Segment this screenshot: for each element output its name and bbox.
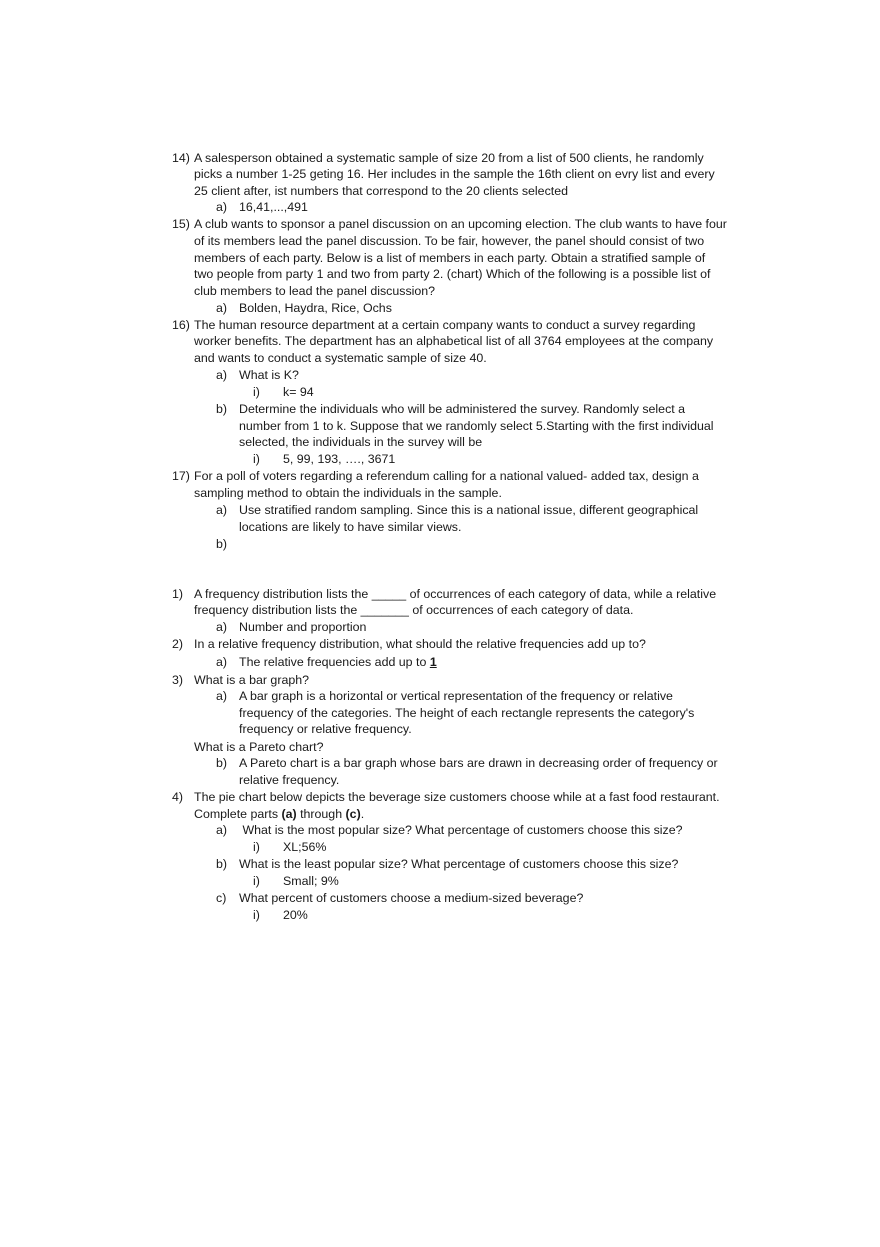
s2-q3-b-line-1: A Pareto chart is a bar graph whose bars are drawn in decreasing order of frequency or <box>239 756 718 770</box>
s2-q2-number: 2) <box>172 637 184 651</box>
s2-q2-a-answer-line <box>239 654 437 670</box>
q17-a-line-2: locations are likely to have similar views. <box>239 520 462 534</box>
s2-q4-line-2-mid: through <box>296 807 346 821</box>
q14-line-3: 25 client after, ist numbers that correspond to the 20 clients selected <box>194 184 568 198</box>
q15-number: 15) <box>172 217 190 231</box>
q14-line-2: picks a number 1-25 geting 16. Her includes in the sample the 16th client on evry list and every <box>194 167 715 181</box>
s2-q4-line-2-pre: Complete parts <box>194 807 282 821</box>
s2-q4-line-2-post: . <box>360 807 365 821</box>
q17-b-label: b) <box>216 537 228 551</box>
s2-q4-number: 4) <box>172 790 184 804</box>
q16-b-i-label: i) <box>253 452 260 466</box>
q17-line-2: sampling method to obtain the individuals in the sample. <box>194 486 502 500</box>
s2-q4-part-c-ref: (c) <box>345 807 361 821</box>
q14-number: 14) <box>172 151 190 165</box>
s2-q4-part-a-ref: (a) <box>281 807 297 821</box>
q16-line-3: and wants to conduct a systematic sample of size 40. <box>194 351 487 365</box>
q16-b-line-2: number from 1 to k. Suppose that we randomly select 5.Starting with the first individual <box>239 419 714 433</box>
s2-q2-text: In a relative frequency distribution, what should the relative frequencies add up to? <box>194 637 646 651</box>
q15-line-5: club members to lead the panel discussion? <box>194 284 436 298</box>
q17-line-1: For a poll of voters regarding a referendum calling for a national valued- added tax, design a <box>194 469 699 483</box>
s2-q3-a-label: a) <box>216 689 228 703</box>
s2-q3-b-label: b) <box>216 756 228 770</box>
q17-a-line-1: Use stratified random sampling. Since this is a national issue, different geographical <box>239 503 699 517</box>
q16-b-label: b) <box>216 402 228 416</box>
s2-q1-a-answer: Number and proportion <box>239 620 367 634</box>
q16-a-label: a) <box>216 368 228 382</box>
s2-q4-b-i-label: i) <box>253 874 260 888</box>
s2-q4-line-1: The pie chart below depicts the beverage size customers choose while at a fast food restaurant. <box>194 790 720 804</box>
s2-q4-b-label: b) <box>216 857 228 871</box>
s2-q4-a-i-label: i) <box>253 840 260 854</box>
s2-q4-c-label: c) <box>216 891 227 905</box>
q14-a-answer: 16,41,...,491 <box>239 200 308 214</box>
s2-q3-pareto-question: What is a Pareto chart? <box>194 740 324 754</box>
q17-a-label: a) <box>216 503 228 517</box>
q15-line-4: two people from party 1 and two from party 2. (chart) Which of the following is a possible list of <box>194 267 711 281</box>
s2-q4-b-i-answer: Small; 9% <box>283 874 339 888</box>
s2-q2-a-label: a) <box>216 655 228 669</box>
s2-q4-c-question: What percent of customers choose a medium-sized beverage? <box>239 891 584 905</box>
s2-q4-c-i-answer: 20% <box>283 908 308 922</box>
s2-q1-number: 1) <box>172 587 184 601</box>
s2-q1-line-1: A frequency distribution lists the _____ of occurrences of each category of data, while a relative <box>194 587 717 601</box>
q15-a-label: a) <box>216 301 228 315</box>
s2-q3-a-line-3: frequency or relative frequency. <box>239 722 412 736</box>
s2-q3-b-line-2: relative frequency. <box>239 773 340 787</box>
q16-a-question: What is K? <box>239 368 299 382</box>
s2-q3-a-line-2: frequency of the categories. The height of each rectangle represents the category's <box>239 706 695 720</box>
q16-a-i-answer: k= 94 <box>283 385 314 399</box>
q16-line-2: worker benefits. The department has an alphabetical list of all 3764 employees at the company <box>194 334 714 348</box>
q17-number: 17) <box>172 469 190 483</box>
s2-q4-a-label: a) <box>216 823 228 837</box>
q16-a-i-label: i) <box>253 385 260 399</box>
q15-line-2: of its members lead the panel discussion. To be fair, however, the panel should consist of two <box>194 234 705 248</box>
s2-q2-a-text: The relative frequencies add up to <box>239 655 427 669</box>
q14-a-label: a) <box>216 200 228 214</box>
s2-q3-number: 3) <box>172 673 184 687</box>
q15-a-answer: Bolden, Haydra, Rice, Ochs <box>239 301 392 315</box>
s2-q4-c-i-label: i) <box>253 908 260 922</box>
q16-b-i-answer: 5, 99, 193, …., 3671 <box>283 452 396 466</box>
s2-q4-line-2 <box>194 806 364 822</box>
q16-b-line-3: selected, the individuals in the survey will be <box>239 435 483 449</box>
s2-q1-line-2: frequency distribution lists the _______ of occurrences of each category of data. <box>194 603 634 617</box>
s2-q4-a-i-answer: XL;56% <box>283 840 327 854</box>
q14-line-1: A salesperson obtained a systematic sample of size 20 from a list of 500 clients, he randomly <box>194 151 704 165</box>
s2-q4-a-question: What is the most popular size? What percentage of customers choose this size? <box>239 823 683 837</box>
s2-q3-text: What is a bar graph? <box>194 673 310 687</box>
s2-q1-a-label: a) <box>216 620 228 634</box>
q15-line-3: members of each party. Below is a list of members in each party. Obtain a stratified sample of <box>194 251 706 265</box>
s2-q2-a-answer-value: 1 <box>429 655 437 669</box>
q16-b-line-1: Determine the individuals who will be administered the survey. Randomly select a <box>239 402 686 416</box>
q16-number: 16) <box>172 318 190 332</box>
q15-line-1: A club wants to sponsor a panel discussion on an upcoming election. The club wants to have four <box>194 217 727 231</box>
q16-line-1: The human resource department at a certain company wants to conduct a survey regarding <box>194 318 696 332</box>
s2-q4-b-question: What is the least popular size? What percentage of customers choose this size? <box>239 857 679 871</box>
s2-q3-a-line-1: A bar graph is a horizontal or vertical representation of the frequency or relative <box>239 689 673 703</box>
